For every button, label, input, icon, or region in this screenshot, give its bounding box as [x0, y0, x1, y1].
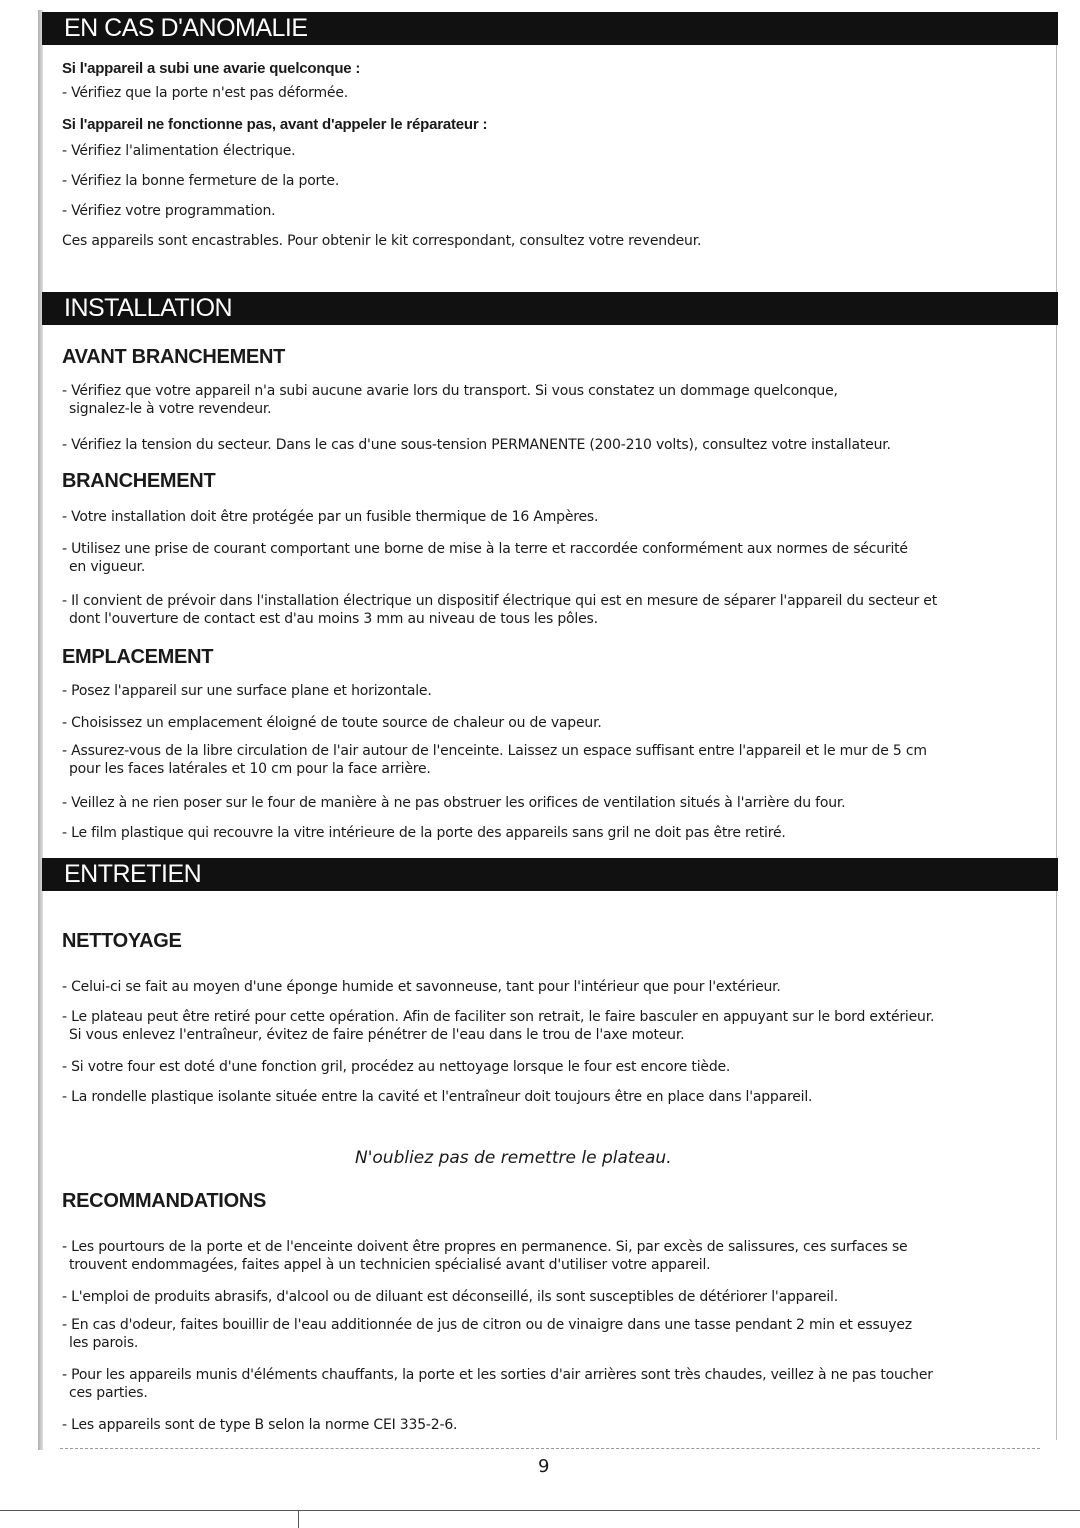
- text-line: - Vérifiez la bonne fermeture de la porte.: [62, 173, 340, 189]
- text-line: EMPLACEMENT: [62, 646, 214, 668]
- list-item: [62, 1416, 457, 1434]
- text-line: - Vérifiez la tension du secteur. Dans le cas d'une sous-tension PERMANENTE (200-210 volts), consultez votre installateur.: [62, 437, 891, 453]
- text-line: - Utilisez une prise de courant comportant une borne de mise à la terre et raccordée conformément aux normes de sécurité: [62, 541, 908, 557]
- text-line: N'oubliez pas de remettre le plateau.: [355, 1148, 672, 1168]
- list-item: [62, 714, 602, 732]
- text-line: NETTOYAGE: [62, 930, 182, 952]
- text-line: - L'emploi de produits abrasifs, d'alcool ou de diluant est déconseillé, ils sont susceptibles de détériorer l'appareil.: [62, 1289, 838, 1305]
- text-line: dont l'ouverture de contact est d'au moins 3 mm au niveau de tous les pôles.: [69, 611, 598, 627]
- subsection-heading: [62, 930, 182, 953]
- text-line: en vigueur.: [69, 559, 146, 575]
- text-line: - Si votre four est doté d'une fonction gril, procédez au nettoyage lorsque le four est encore tiède.: [62, 1059, 731, 1075]
- list-item: [62, 382, 838, 418]
- list-item: [62, 232, 701, 250]
- list-item: [62, 1088, 812, 1106]
- list-item: [62, 540, 908, 576]
- text-line: Si l'appareil ne fonctionne pas, avant d'appeler le réparateur :: [62, 116, 488, 133]
- page-bottom-rule: [0, 1510, 1080, 1511]
- text-line: - Vérifiez que la porte n'est pas déformée.: [62, 85, 348, 101]
- text-line: - Posez l'appareil sur une surface plane et horizontale.: [62, 683, 432, 699]
- page-number: 9: [538, 1456, 550, 1477]
- list-item: [62, 84, 348, 102]
- list-item: [62, 742, 927, 778]
- text-line: pour les faces latérales et 10 cm pour la face arrière.: [69, 761, 431, 777]
- section-header-bar: [42, 292, 1058, 325]
- list-item: [62, 508, 598, 526]
- text-line: Ces appareils sont encastrables. Pour obtenir le kit correspondant, consultez votre revendeur.: [62, 233, 702, 249]
- text-line: Si vous enlevez l'entraîneur, évitez de faire pénétrer de l'eau dans le trou de l'axe moteur.: [69, 1027, 685, 1043]
- list-item: [62, 682, 432, 700]
- text-line: trouvent endommagées, faites appel à un technicien spécialisé avant d'utiliser votre appareil.: [69, 1257, 711, 1273]
- text-line: - La rondelle plastique isolante située entre la cavité et l'entraîneur doit toujours être en place dans l'appareil.: [62, 1089, 813, 1105]
- list-item: [62, 824, 786, 842]
- section-header-bar: [42, 858, 1058, 891]
- scan-edge: [38, 10, 43, 1450]
- condition-heading: [62, 116, 487, 134]
- list-item: [62, 172, 339, 190]
- subsection-heading: [62, 470, 215, 493]
- text-line: - En cas d'odeur, faites bouillir de l'eau additionnée de jus de citron ou de vinaigre dans une tasse pendant 2 min et essuyez: [62, 1317, 912, 1333]
- section-title: ENTRETIEN: [64, 860, 202, 888]
- list-item: [62, 202, 275, 220]
- reminder-note: [355, 1148, 672, 1168]
- text-line: - Les pourtours de la porte et de l'enceinte doivent être propres en permanence. Si, par excès de salissures, ces surfaces se: [62, 1239, 908, 1255]
- subsection-heading: [62, 1190, 266, 1213]
- list-item: [62, 1366, 933, 1402]
- text-line: les parois.: [69, 1335, 139, 1351]
- page-bottom-tick: [298, 1510, 299, 1528]
- condition-heading: [62, 60, 360, 78]
- text-line: - Choisissez un emplacement éloigné de toute source de chaleur ou de vapeur.: [62, 715, 602, 731]
- text-line: AVANT BRANCHEMENT: [62, 346, 286, 368]
- text-line: - Vérifiez que votre appareil n'a subi aucune avarie lors du transport. Si vous constatez un dommage quelconque,: [62, 383, 838, 399]
- list-item: [62, 978, 781, 996]
- text-line: - Vérifiez votre programmation.: [62, 203, 276, 219]
- text-line: - Celui-ci se fait au moyen d'une éponge humide et savonneuse, tant pour l'intérieur que pour l'extérieur.: [62, 979, 781, 995]
- scan-edge-right: [1056, 40, 1057, 1440]
- list-item: [62, 1288, 838, 1306]
- text-line: Si l'appareil a subi une avarie quelconque :: [62, 60, 361, 77]
- footer-divider: [60, 1448, 1040, 1449]
- subsection-heading: [62, 646, 213, 669]
- text-line: - Pour les appareils munis d'éléments chauffants, la porte et les sorties d'air arrières sont très chaudes, veillez à ne pas toucher: [62, 1367, 933, 1383]
- text-line: - Assurez-vous de la libre circulation de l'air autour de l'enceinte. Laissez un espace suffisant entre l'appareil et le mur de 5 cm: [62, 743, 927, 759]
- text-line: RECOMMANDATIONS: [62, 1190, 267, 1212]
- text-line: - Votre installation doit être protégée par un fusible thermique de 16 Ampères.: [62, 509, 599, 525]
- text-line: - Les appareils sont de type B selon la norme CEI 335-2-6.: [62, 1417, 458, 1433]
- text-line: signalez-le à votre revendeur.: [69, 401, 272, 417]
- list-item: [62, 142, 295, 160]
- text-line: ces parties.: [69, 1385, 148, 1401]
- text-line: - Le plateau peut être retiré pour cette opération. Afin de faciliter son retrait, le faire basculer en appuyant sur le bord extérieur.: [62, 1009, 935, 1025]
- list-item: [62, 1008, 934, 1044]
- list-item: [62, 1316, 912, 1352]
- text-line: - Il convient de prévoir dans l'installation électrique un dispositif électrique qui est en mesure de séparer l'appareil du secteur et: [62, 593, 937, 609]
- list-item: [62, 794, 845, 812]
- text-line: - Vérifiez l'alimentation électrique.: [62, 143, 296, 159]
- text-line: BRANCHEMENT: [62, 470, 216, 492]
- section-title: EN CAS D'ANOMALIE: [64, 14, 308, 42]
- list-item: [62, 1238, 907, 1274]
- section-title: INSTALLATION: [64, 294, 233, 322]
- text-line: - Le film plastique qui recouvre la vitre intérieure de la porte des appareils sans gril ne doit pas être retiré.: [62, 825, 786, 841]
- list-item: [62, 1058, 730, 1076]
- section-header-bar: [42, 12, 1058, 45]
- text-line: - Veillez à ne rien poser sur le four de manière à ne pas obstruer les orifices de ventilation situés à l'arrière du four.: [62, 795, 846, 811]
- list-item: [62, 436, 891, 454]
- subsection-heading: [62, 346, 285, 369]
- list-item: [62, 592, 937, 628]
